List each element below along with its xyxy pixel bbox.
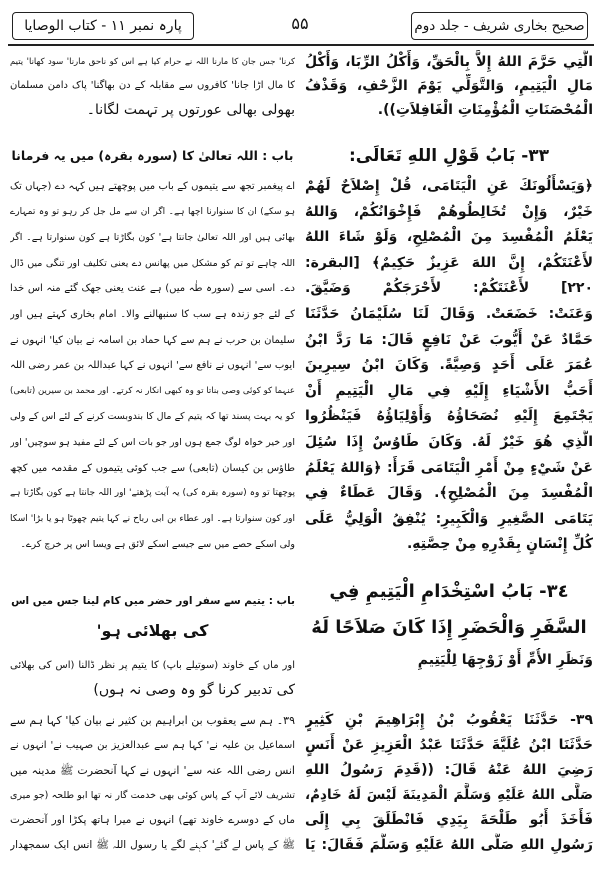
urdu-hadith-39: [10, 708, 295, 858]
text-line: ﷺ کے پاس لے گئے' کہنے لگے یا رسول اللہ ﷺ انس ایک سمجھدار: [10, 839, 295, 851]
text-line: رَسُولِ اللهِ صَلَّى اللهُ عَلَيْهِ وَسَلَّمَ فَقَالَ: يَا: [305, 837, 593, 853]
arabic-chapter-34-subheading: [305, 648, 593, 673]
text-line: الَّتِي حَرَّمَ اللهُ إِلاَّ بِالْحَقِّ، وَأَكْلُ الرِّبَا، وَأَكْلُ: [305, 54, 593, 70]
text-line: کا مال اڑا جانا' کافروں سے مقابلہ کے دن بھاگنا' پاک دامن مسلمان: [10, 80, 295, 91]
text-line: باب : یتیم سے سفر اور حضر میں کام لینا جس میں اس: [11, 595, 295, 607]
text-line: مَالِ الْيَتِيمِ، وَالتَّوَلِّي يَوْمَ الزَّحْفِ، وَقَذْفُ: [305, 78, 593, 94]
text-line: حَدَّثَنَا ابْنُ عُلَيَّةَ حَدَّثَنَا عَبْدُ الْعَزِيزِ عَنْ أَنَسٍ: [305, 737, 593, 753]
text-line: کے لئے جو زندہ ہے سب کا سنبھالنے والا۔ امام بخاری کہتے ہیں اور: [10, 308, 295, 320]
arabic-hadith-39: [305, 708, 593, 858]
text-line: بھائی ہیں اور اللہ تعالیٰ جانتا ہے' کون بگاڑتا ہے کون سنوارتا ہے۔ اگر: [10, 232, 295, 244]
arabic-chapter-33-heading: [305, 142, 593, 170]
page-number: ۵۵: [291, 14, 309, 33]
text-line: السَّفَرِ وَالْحَضَرِ إِذَا كَانَ صَلاَحًا لَهُ: [311, 617, 587, 638]
text-line: عنہما کو کوئی وصی بناتا تو وہ کبھی انکار نہ کرتے۔ اور محمد بن سیرین (تابعی): [10, 385, 295, 396]
text-line: خَيْرٌ، وَإِنْ تُخَالِطُوهُمْ فَإِخْوَانُكُمْ، وَاللهُ: [305, 203, 593, 220]
text-line: دے۔ اسی سے (سورہ طٰہ میں) ہے عنت یعنی جھک گئے منہ اس خدا: [10, 283, 295, 295]
text-line: ٣٩- حَدَّثَنَا يَعْقُوبُ بْنُ إِبْرَاهِيمَ بْنِ كَثِيرٍ: [305, 712, 593, 728]
text-line: کرنا' جس جان کا مارنا اللہ نے حرام کیا ہے اس کو ناحق مارنا' سود کھانا' یتیم: [10, 57, 295, 67]
urdu-chapter-text: [10, 174, 295, 558]
text-line: اور ماں کے خاوند (سوتیلے باپ) کا یتیم پر نظر ڈالنا (اس کی بھلائی: [10, 660, 295, 671]
text-line: اللہ چاہے تو تم کو مشکل میں پھانس دے یعنی تکلیف اور تنگی میں ڈال: [10, 257, 295, 269]
arabic-chapter-33-text: [305, 174, 593, 558]
text-line: طاؤس بن کیسان (تابعی) سے جب کوئی یتیموں کے مقدمہ میں کچھ: [10, 462, 295, 474]
text-line: اور خیر خواہ لوگ جمع ہوں اور جو بات اس کے لئے مفید ہو سوچیں' اور: [10, 436, 295, 448]
text-line: ﴿وَيَسْأَلُونَكَ عَنِ الْيَتَامَى، قُلْ إِصْلاَحٌ لَهُمْ: [305, 178, 593, 194]
text-line: عُمَرَ عَلَى أَحَدٍ وَصِيَّةً. وَكَانَ ابْنُ سِيرِينَ: [305, 357, 593, 374]
urdu-intro: [10, 50, 295, 122]
text-line: انس رضی اللہ عنہ سے' انہوں نے کہا آنحضرت ﷺ مدینہ میں: [10, 764, 295, 777]
text-line: وَنَظَرِ الأُمِّ أَوْ زَوْجِهَا لِلْيَتِيمِ: [417, 652, 593, 668]
text-line: أَحَبُّ الأَشْيَاءِ إِلَيْهِ فِي مَالِ الْيَتِيمِ أَنْ: [305, 382, 593, 399]
text-line: يَتَامَى الصَّغِيرِ وَالْكَبِيرِ: يُنْفِقُ الْوَلِيُّ عَلَى: [305, 510, 593, 527]
text-line: صَلَّى اللهُ عَلَيْهِ وَسَلَّمَ الْمَدِينَةَ لَيْسَ لَهُ خَادِمٌ،: [305, 787, 593, 803]
text-line: حَمَّادٌ عَنْ أَيُّوبَ عَنْ نَافِعٍ قَالَ: مَا رَدَّ ابْنُ: [305, 331, 593, 348]
text-line: يَعْلَمُ الْمُفْسِدَ مِنَ الْمُصْلِحِ، وَلَوْ شَاءَ اللهُ: [305, 229, 593, 246]
text-line: ٣٣- بَابُ قَوْلِ اللهِ تَعَالَى:: [348, 146, 550, 166]
text-line: الْمُفْسِدَ مِنَ الْمُصْلِحِ﴾. وَقَالَ عَطَاءٌ فِي: [305, 485, 593, 502]
arabic-chapter-34-heading: [305, 574, 593, 646]
text-line: لأَعْنَتَكُمْ، إِنَّ اللهَ عَزِيزٌ حَكِيمٌ﴾ [البقرة:: [305, 254, 593, 271]
urdu-chapter-heading: [10, 142, 295, 170]
text-line: بھولی بھالی عورتوں پر تہمت لگانا۔: [86, 102, 295, 118]
text-line: ٣٤- بَابُ اسْتِخْدَامِ الْيَتِيمِ فِي: [329, 581, 569, 602]
text-line: کی بھلائی ہو': [96, 621, 209, 640]
urdu-chapter-heading-2: [10, 586, 295, 646]
text-line: يَجْتَمِعَ إِلَيْهِ نُصَحَاؤُهُ وَأَوْلِيَاؤُهُ فَيَنْظُرُوا: [305, 408, 593, 425]
text-line: اسماعیل بن علیہ نے' کہا ہم سے عبدالعزیز بن صہیب نے' انہوں نے: [10, 740, 295, 751]
header-divider: [8, 44, 594, 46]
text-line: ہو سکے) ان کا سنوارنا اچھا ہے۔ اگر ان سے مل جل کر رہو تو وہ تمہارے: [10, 206, 295, 217]
text-line: ۳۹۔ ہم سے یعقوب بن ابراہیم بن کثیر نے بیان کیا' کہا ہم سے: [10, 714, 295, 727]
text-line: اے پیغمبر تجھ سے یتیموں کے باب میں پوچھتے ہیں کہہ دے (جہاں تک: [10, 181, 295, 192]
text-line: کی تدبیر کرنا گو وہ وصی نہ ہوں): [93, 682, 295, 698]
text-line: باب : اللہ تعالیٰ کا (سورہ بقرہ) میں یہ فرمانا: [11, 148, 294, 163]
arabic-intro: [305, 50, 593, 122]
text-line: پوچھتا تو وہ (سورہ بقرہ کی) یہ آیت پڑھتے' اور اللہ جانتا ہے کون بگاڑتا ہے: [10, 488, 295, 499]
text-line: كُلِّ إِنْسَانٍ بِقَدْرِهِ مِنْ حِصَّتِهِ.: [406, 536, 593, 553]
text-line: رَضِيَ اللهُ عَنْهُ قَالَ: ((قَدِمَ رَسُولُ اللهِ: [305, 762, 593, 778]
text-line: الْمُحْصَنَاتِ الْمُؤْمِنَاتِ الْغَافِلاَتِ)).: [377, 102, 593, 118]
text-line: کو یہ بہت پسند تھا کہ یتیم کے مال کا بندوبست کرنے کے لئے اس کے ولی: [10, 411, 295, 423]
text-line: ٢٢٠] لأَعْنَتَكُمْ: لأَحْرَجَكُمْ وَضَيَّقَ.: [305, 280, 593, 297]
text-line: وَعَنَتْ: خَضَعَتْ. وَقَالَ لَنَا سُلَيْمَانُ حَدَّثَنَا: [305, 305, 593, 322]
text-line: عَنْ شَيْءٍ مِنْ أَمْرِ الْيَتَامَى قَرَأَ: ﴿وَاللهُ يَعْلَمُ: [305, 459, 593, 476]
text-line: تشریف لائے آپ کے پاس کوئی بھی خدمت گار نہ تھا ابو طلحہ (جو میری: [10, 790, 295, 801]
text-line: اور کون سنوارتا ہے۔ اور عطاء بن ابی رباح نے کہا یتیم چھوٹا ہو یا بڑا' اسکا: [10, 513, 295, 524]
para-chapter-label: پارہ نمبر ۱۱ - کتاب الوصایا: [12, 12, 194, 40]
text-line: الَّذِي هُوَ خَيْرٌ لَهُ. وَكَانَ طَاوُسٌ إِذَا سُئِلَ: [305, 433, 593, 450]
text-line: ایوب سے' انہوں نے نافع سے' انہوں نے کہا عبداللہ بن عمر رضی اللہ: [10, 360, 295, 372]
text-line: سلیمان بن حرب نے ہم سے کہا حماد بن اسامہ نے بیان کیا' انہوں نے: [10, 334, 295, 346]
text-line: فَأَخَذَ أَبُو طَلْحَةَ بِيَدِي فَانْطَلَقَ بِي إِلَى: [305, 812, 593, 828]
text-line: ولی اسکے حصے میں سے جیسے اسکے لائق ہے ویسا اس پر خرچ کرے۔: [20, 539, 295, 551]
book-volume-label: صحیح بخاری شریف - جلد دوم: [411, 12, 588, 40]
urdu-chapter-subtext: [10, 653, 295, 703]
text-line: ماں کے دوسرے خاوند تھے) انہوں نے میرا ہاتھ پکڑا اور آنحضرت: [10, 814, 295, 826]
